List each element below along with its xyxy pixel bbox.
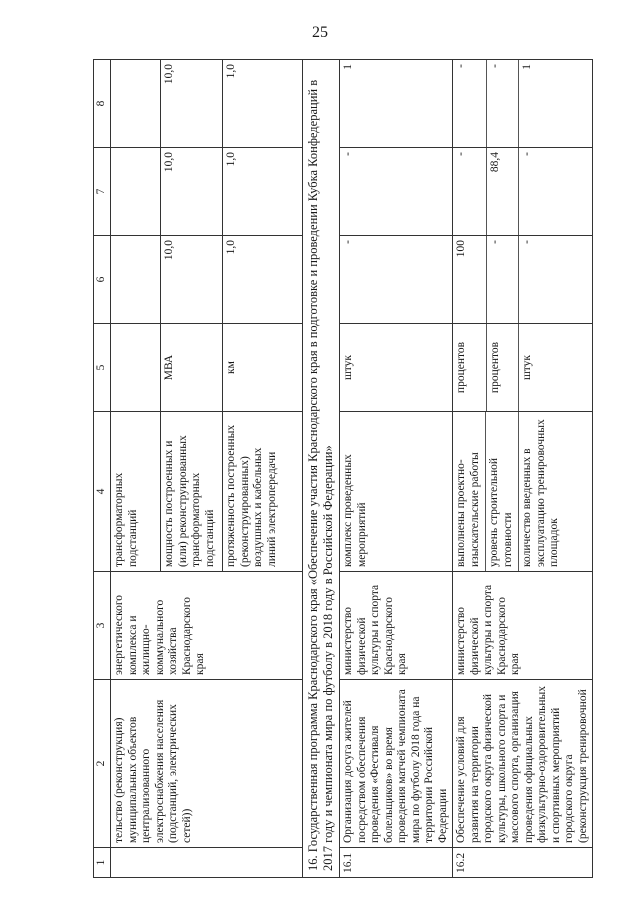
cell-val7: 10,0 bbox=[161, 148, 223, 236]
cell-val7 bbox=[111, 148, 161, 236]
col-header-4: 4 bbox=[94, 412, 111, 572]
val6-b: - bbox=[486, 236, 515, 323]
col-header-7: 7 bbox=[94, 148, 111, 236]
val8-b: - bbox=[486, 60, 515, 147]
cell-val8: 1,0 bbox=[223, 60, 303, 148]
table-row bbox=[111, 60, 161, 878]
cell-val8 bbox=[111, 60, 161, 148]
col-header-6: 6 bbox=[94, 236, 111, 324]
cell-indicator: протяженность построенных (реконструированных) воздушных и кабельных линий электропередачи bbox=[223, 412, 303, 572]
col-header-2: 2 bbox=[94, 680, 111, 848]
table-row bbox=[340, 60, 453, 878]
cell-indicators-stack bbox=[453, 412, 593, 572]
cell-executor: энергетического комплекса и жилищно-коммунального хозяйства Краснодарского края bbox=[111, 572, 303, 680]
cell-name: тельство (реконструкция) муниципальных объектов централизованного электроснабжения населения (подстанций, электрических сетей)) bbox=[111, 680, 303, 848]
cell-num: 16.2 bbox=[453, 848, 593, 878]
cell-val6-stack bbox=[453, 236, 593, 324]
val7-c: - bbox=[518, 148, 535, 235]
val7-a: - bbox=[455, 152, 467, 156]
cell-units-stack bbox=[453, 324, 593, 412]
cell-unit: км bbox=[223, 324, 303, 412]
cell-val8: 10,0 bbox=[161, 60, 223, 148]
cell-val8: 1 bbox=[340, 60, 453, 148]
val6-c: - bbox=[518, 236, 535, 323]
cell-indicator: мощность построенных и (или) реконструированных трансформаторных подстанций bbox=[161, 412, 223, 572]
val8-c: 1 bbox=[518, 60, 535, 147]
cell-indicator: комплекс проведенных мероприятий bbox=[340, 412, 453, 572]
cell-num-empty bbox=[111, 848, 303, 878]
cell-unit: МВА bbox=[161, 324, 223, 412]
cell-val6: 10,0 bbox=[161, 236, 223, 324]
indicator-b: уровень строительной готовности bbox=[485, 412, 515, 571]
page-number: 25 bbox=[312, 24, 328, 41]
col-header-1: 1 bbox=[94, 848, 111, 878]
cell-name: Организация досуга жителей посредством обеспечения проведения «Фестиваля болельщиков» во время проведения матчей чемпионата мира по футболу 2018 года на территории Российской Федерации bbox=[340, 680, 453, 848]
rotated-table-container bbox=[93, 60, 589, 878]
cell-val7-stack bbox=[453, 148, 593, 236]
val6-a: 100 bbox=[455, 240, 467, 258]
cell-val7: 1,0 bbox=[223, 148, 303, 236]
cell-unit bbox=[111, 324, 161, 412]
col-header-5: 5 bbox=[94, 324, 111, 412]
val7-b: 88,4 bbox=[486, 148, 515, 235]
cell-val6 bbox=[111, 236, 161, 324]
indicator-c: количество введенных в эксплуатацию тренировочных площадок bbox=[518, 412, 562, 571]
indicator-a: выполнены проектно-изыскательские работы bbox=[455, 452, 481, 567]
cell-val7: - bbox=[340, 148, 453, 236]
col-header-3: 3 bbox=[94, 572, 111, 680]
table-row bbox=[453, 60, 593, 878]
cell-executor: министерство физической культуры и спорта Краснодарского края bbox=[340, 572, 453, 680]
val8-a: - bbox=[455, 64, 467, 68]
cell-num: 16.1 bbox=[340, 848, 453, 878]
section-16-title: 16. Государственная программа Краснодарского края «Обеспечение участия Краснодарского края в подготовке и проведении Кубка Конфедераций в 2017 году и чемпионата мира по футболу в 2018 году в Российской Федерации» bbox=[303, 60, 340, 878]
unit-a: процентов bbox=[455, 341, 467, 394]
cell-unit: штук bbox=[340, 324, 453, 412]
cell-val8-stack bbox=[453, 60, 593, 148]
section-title-row bbox=[303, 60, 340, 878]
cell-val6: - bbox=[340, 236, 453, 324]
indicators-table bbox=[93, 59, 593, 878]
cell-indicator: трансформаторных подстанций bbox=[111, 412, 161, 572]
unit-b: процентов bbox=[486, 324, 515, 411]
col-header-8: 8 bbox=[94, 60, 111, 148]
unit-c: штук bbox=[518, 324, 535, 411]
cell-executor: министерство физической культуры и спорта Краснодарского края bbox=[453, 572, 593, 680]
cell-name: Обеспечение условий для развития на территории городского округа физической культуры, школьного спорта и массового спорта, организация проведения официальных физкультурно-оздоровительных и спортивных мероприятий городского округа (реконструкция тренировочной bbox=[453, 680, 593, 848]
header-row bbox=[94, 60, 111, 878]
cell-val6: 1,0 bbox=[223, 236, 303, 324]
